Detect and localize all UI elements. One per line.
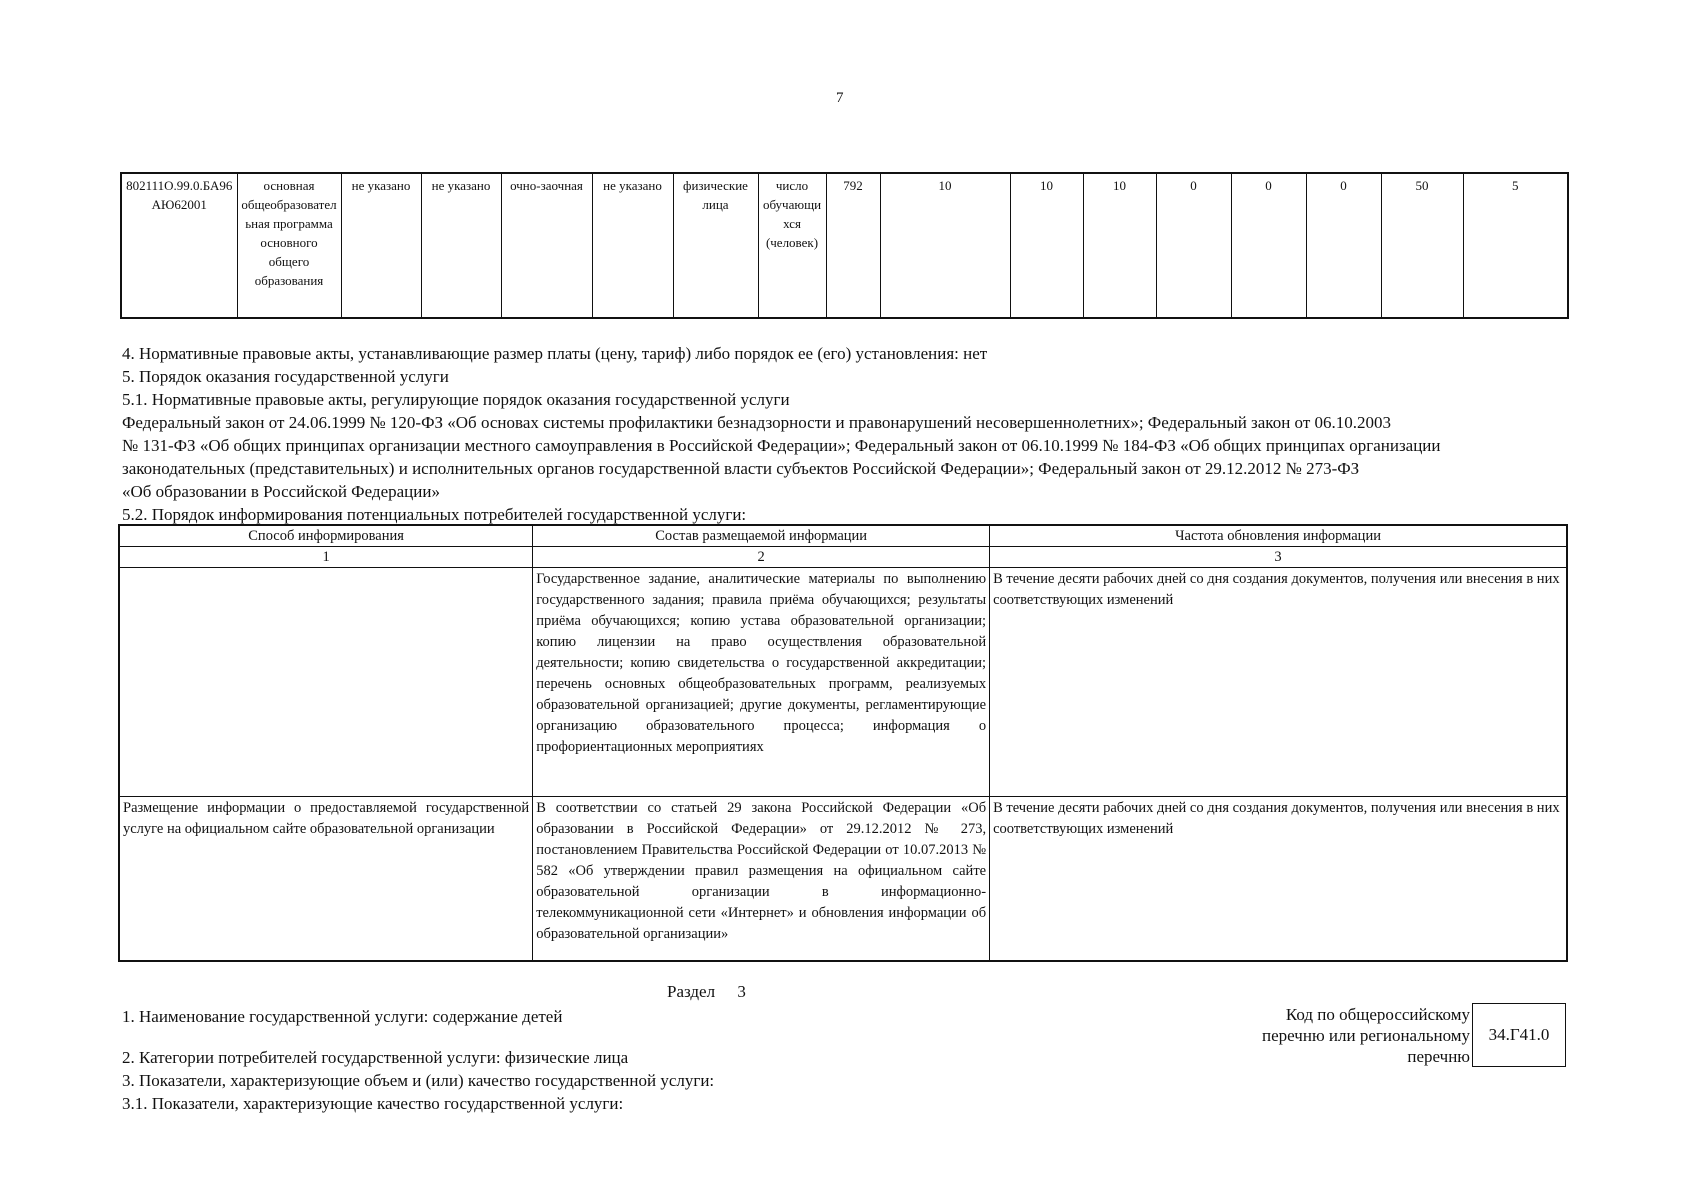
law-line: Федеральный закон от 24.06.1999 № 120-ФЗ «Об основах системы профилактики безнадзорности и правонарушений несовершеннолетних»; Федеральный закон от 06.10.2003 [122,413,1391,432]
frequency-cell: В течение десяти рабочих дней со дня создания документов, получения или внесения в них соответствующих изменений [990,568,1567,797]
information-table [118,524,1568,962]
law-line: «Об образовании в Российской Федерации» [122,482,440,501]
frequency-cell: В течение десяти рабочих дней со дня создания документов, получения или внесения в них соответствующих изменений [990,797,1567,961]
consumer-categories: 2. Категории потребителей государственной услуги: физические лица [122,1048,629,1067]
indicators-table-row [120,172,1569,319]
unit-code-cell: 792 [826,173,880,318]
indicators-heading: 3. Показатели, характеризующие объем и (или) качество государственной услуги: [122,1071,715,1090]
registry-code-cell: 802111О.99.0.БА96АЮ62001 [121,173,237,318]
table-row [119,797,1567,961]
table-row [121,173,1568,318]
column-number: 2 [533,547,990,568]
registry-code-label: Код по общероссийскому перечню или региональному перечню [1262,1005,1470,1066]
value-cell: 10 [1010,173,1083,318]
value-cell: 0 [1156,173,1231,318]
table-cell: не указано [592,173,673,318]
value-cell: 0 [1231,173,1306,318]
section-4-text: 4. Нормативные правовые акты, устанавливающие размер платы (цену, тариф) либо порядок ее (его) установления: нет [122,344,988,363]
table-cell: не указано [341,173,421,318]
method-cell [119,568,533,797]
section-5-1-heading: 5.1. Нормативные правовые акты, регулирующие порядок оказания государственной услуги [122,390,790,409]
value-cell: 5 [1463,173,1568,318]
column-header: Частота обновления информации [990,525,1567,547]
section-5-2-heading: 5.2. Порядок информирования потенциальных потребителей государственной услуги: [122,505,747,524]
content-cell: Государственное задание, аналитические материалы по выполнению государственного задания; правила приёма обучающихся; результаты приёма обучающихся; копию устава образовательной организации; копию лицензии на право осуществления образовательной деятельности; копию свидетельства о государственной аккредитации; перечень основных общеобразовательных программ, реализуемых образовательной организацией; другие документы, регламентирующие организацию образовательного процесса; информация о профориентационных мероприятиях [533,568,990,797]
section-title: Раздел 3 [667,982,746,1001]
program-cell: основная общеобразовательная программа основного общего образования [237,173,341,318]
method-cell: Размещение информации о предоставляемой государственной услуге на официальном сайте образовательной организации [119,797,533,961]
content-cell: В соответствии со статьей 29 закона Российской Федерации «Об образовании в Российской Федерации» от 29.12.2012 № 273, постановлением Правительства Российской Федерации от 10.07.2013 № 582 «Об утверждении правил размещения на официальном сайте образовательной организации в информационно-телекоммуникационной сети «Интернет» и обновления информации об образовательной организации» [533,797,990,961]
table-cell: не указано [421,173,501,318]
column-number-row [119,547,1567,568]
page-number: 7 [836,90,844,106]
column-header: Состав размещаемой информации [533,525,990,547]
value-cell: 10 [1083,173,1156,318]
quality-indicators-heading: 3.1. Показатели, характеризующие качество государственной услуги: [122,1094,624,1113]
registry-code-box: 34.Г41.0 [1472,1003,1566,1067]
indicator-cell: число обучающихся (человек) [758,173,826,318]
value-cell: 50 [1381,173,1463,318]
laws-list [122,411,1567,503]
column-header: Способ информирования [119,525,533,547]
table-header-row [119,525,1567,547]
section-5-heading: 5. Порядок оказания государственной услуги [122,367,449,386]
column-number: 1 [119,547,533,568]
column-number: 3 [990,547,1567,568]
law-line: законодательных (представительных) и исполнительных органов государственной власти субъектов Российской Федерации»; Федеральный закон от 29.12.2012 № 273-ФЗ [122,459,1360,478]
value-cell: 10 [880,173,1010,318]
table-row [119,568,1567,797]
form-cell: очно-заочная [501,173,592,318]
value-cell: 0 [1306,173,1381,318]
service-name: 1. Наименование государственной услуги: содержание детей [122,1007,563,1026]
law-line: № 131-ФЗ «Об общих принципах организации местного самоуправления в Российской Федерации»; Федеральный закон от 06.10.1999 № 184-ФЗ «Об общих принципах организации [122,436,1441,455]
consumers-cell: физические лица [673,173,758,318]
